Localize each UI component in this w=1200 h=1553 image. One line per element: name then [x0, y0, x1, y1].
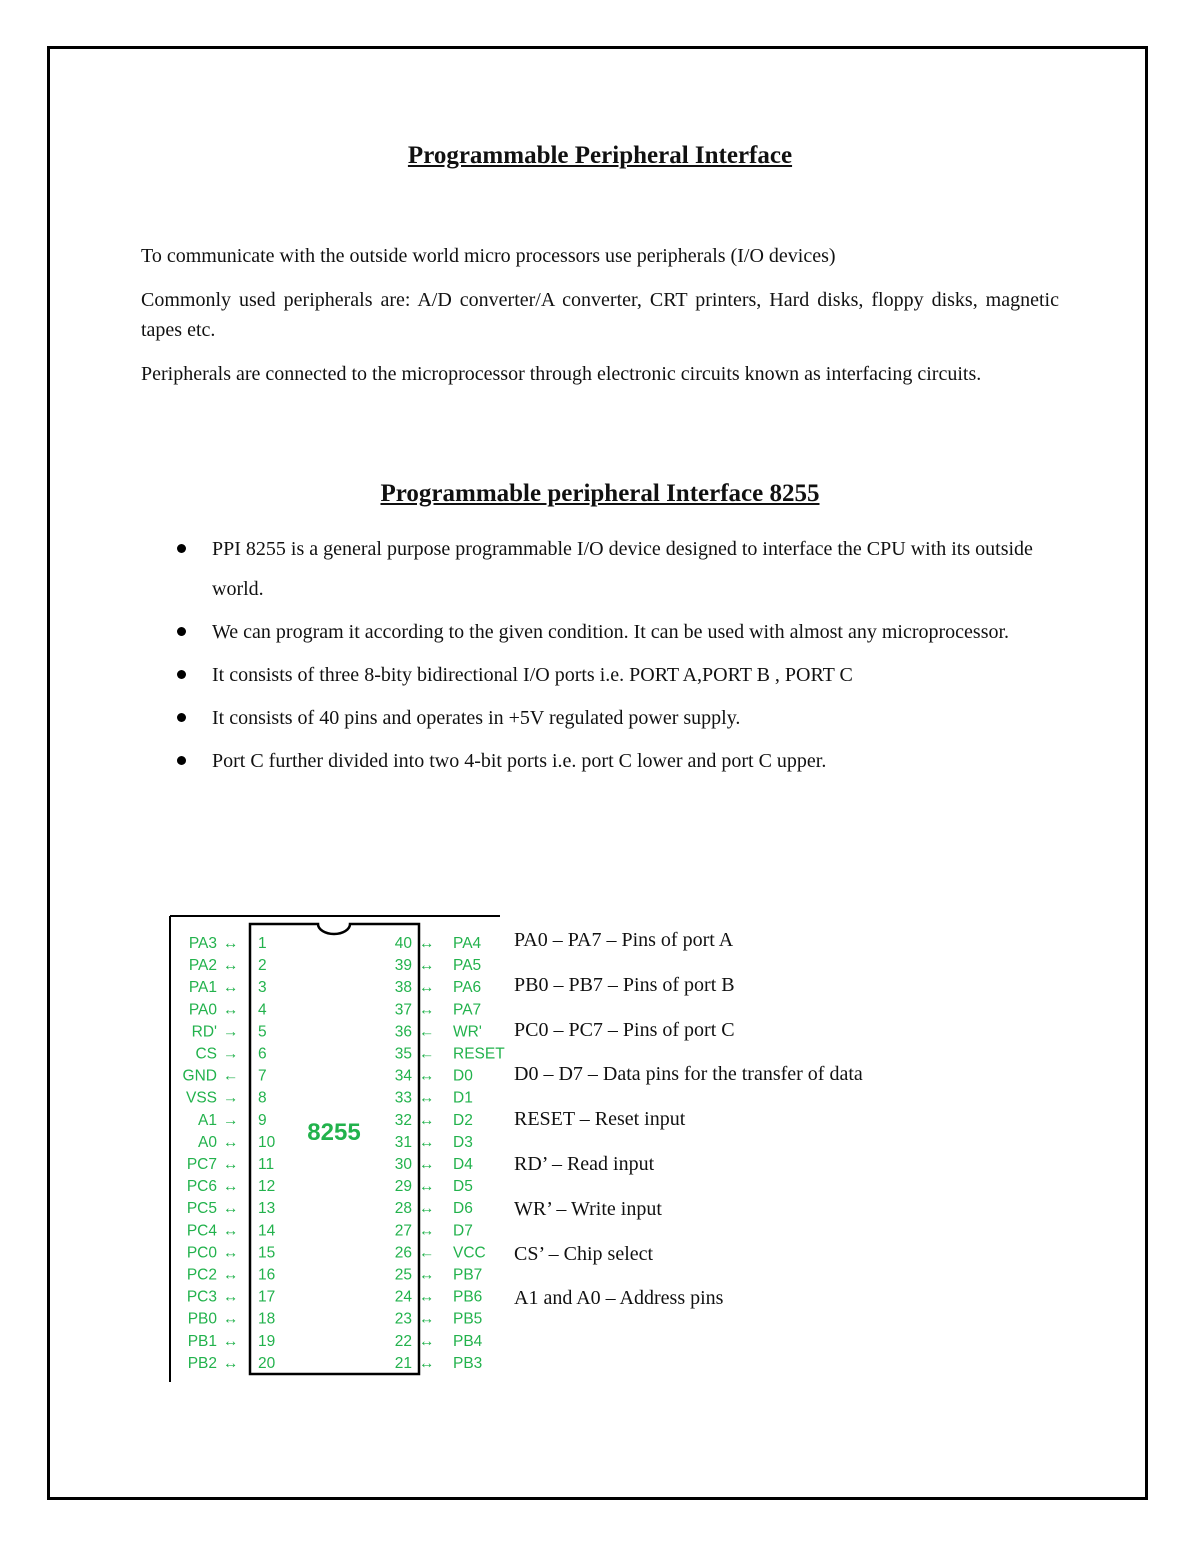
left-pin-number: 2 [258, 957, 267, 975]
right-pin-name: D0 [453, 1067, 473, 1085]
intro-text [141, 241, 1059, 403]
bullet-item [141, 655, 1061, 695]
right-pin-arrow-icon: ↔ [419, 1001, 435, 1019]
left-pin-number: 8 [258, 1089, 267, 1107]
left-pin-name: A0 [198, 1133, 217, 1151]
right-pin-number: 28 [394, 1200, 412, 1218]
bullet-text: It consists of 40 pins and operates in +5V regulated power supply. [212, 707, 741, 729]
left-pin-number: 11 [258, 1156, 275, 1173]
right-pin-number: 25 [394, 1266, 412, 1284]
left-pin-arrow-icon: → [223, 1111, 239, 1129]
legend-item: A1 and A0 – Address pins [514, 1287, 724, 1310]
bullet-list [141, 529, 1061, 784]
bullet-icon [177, 544, 186, 553]
left-pin-number: 9 [258, 1111, 267, 1129]
right-pin-name: D3 [453, 1133, 473, 1151]
chip-label: 8255 [307, 1119, 361, 1146]
left-pin-name: PC6 [186, 1178, 217, 1196]
pin-legend [514, 925, 863, 1328]
left-pin-name: PB0 [187, 1310, 217, 1328]
left-pin-arrow-icon: → [223, 1045, 239, 1063]
right-pin-number: 33 [394, 1089, 412, 1107]
bullet-item [141, 612, 1061, 652]
left-pin-name: PA1 [188, 979, 217, 997]
right-pin-name: PA4 [453, 935, 482, 952]
legend-item: PC0 – PC7 – Pins of port C [514, 1018, 735, 1041]
bullet-icon [177, 627, 186, 636]
right-pin-arrow-icon: ↔ [419, 1266, 435, 1284]
left-pin-name: CS [195, 1045, 217, 1063]
left-pin-name: PC7 [186, 1156, 217, 1173]
left-pin-name: PA2 [188, 957, 217, 975]
right-pin-arrow-icon: ↔ [419, 1111, 435, 1129]
left-pin-arrow-icon: ↔ [223, 1244, 239, 1262]
left-pin-name: PC0 [186, 1244, 217, 1262]
right-pin-name: PB5 [453, 1310, 483, 1328]
bullet-item [141, 698, 1061, 738]
intro-paragraph: Peripherals are connected to the microprocessor through electronic circuits known as interfacing circuits. [141, 363, 982, 385]
legend-item: PB0 – PB7 – Pins of port B [514, 973, 735, 996]
left-pin-number: 16 [258, 1266, 276, 1284]
right-pin-name: VCC [453, 1244, 486, 1262]
right-pin-arrow-icon: ↔ [419, 1156, 435, 1173]
left-pin-arrow-icon: ↔ [223, 1200, 239, 1218]
bullet-text: We can program it according to the given condition. It can be used with almost any microprocessor. [212, 621, 1010, 643]
right-pin-name: D5 [453, 1178, 473, 1196]
legend-item: RESET – Reset input [514, 1108, 686, 1131]
section-title: Programmable peripheral Interface 8255 [380, 480, 820, 507]
right-pin-name: PB6 [453, 1288, 483, 1306]
left-pin-arrow-icon: ↔ [223, 1266, 239, 1284]
right-pin-name: D2 [453, 1111, 473, 1129]
right-pin-name: D1 [453, 1089, 473, 1107]
bullet-icon [177, 756, 186, 765]
left-pin-number: 13 [258, 1200, 276, 1218]
left-pin-arrow-icon: → [223, 1089, 239, 1107]
left-pin-name: PB2 [187, 1354, 217, 1372]
left-pin-number: 3 [258, 979, 267, 997]
right-pin-arrow-icon: ↔ [419, 1178, 435, 1196]
left-pin-number: 4 [258, 1001, 267, 1019]
left-pin-number: 5 [258, 1023, 267, 1041]
intro-paragraph: To communicate with the outside world micro processors use peripherals (I/O devices) [141, 245, 836, 267]
left-pin-arrow-icon: ↔ [223, 957, 239, 975]
left-pin-name: PC3 [186, 1288, 217, 1306]
chip-body [250, 924, 419, 1374]
left-pin-name: GND [182, 1067, 217, 1085]
left-pin-arrow-icon: ↔ [223, 1222, 239, 1240]
left-pin-number: 1 [258, 935, 267, 952]
bullet-icon [177, 713, 186, 722]
right-pin-arrow-icon: ← [419, 1045, 435, 1063]
right-pin-number: 29 [394, 1178, 412, 1196]
right-pin-name: WR' [453, 1023, 482, 1041]
right-pin-number: 21 [394, 1354, 412, 1372]
right-pin-arrow-icon: ↔ [419, 1067, 435, 1085]
right-pin-arrow-icon: ↔ [419, 1288, 435, 1306]
left-pin-arrow-icon: ↔ [223, 1288, 239, 1306]
left-pin-arrow-icon: ↔ [223, 1354, 239, 1372]
left-pin-number: 10 [258, 1133, 276, 1151]
right-pin-name: PA5 [453, 957, 482, 975]
right-pin-arrow-icon: ↔ [419, 1089, 435, 1107]
left-pin-arrow-icon: ↔ [223, 1156, 239, 1173]
right-pin-arrow-icon: ↔ [419, 957, 435, 975]
right-pin-number: 24 [394, 1288, 412, 1306]
left-pin-name: PB1 [187, 1332, 217, 1350]
right-pin-arrow-icon: ↔ [419, 935, 435, 952]
right-pin-arrow-icon: ↔ [419, 1133, 435, 1151]
right-pin-name: RESET [453, 1045, 505, 1063]
right-pin-arrow-icon: ↔ [419, 1310, 435, 1328]
right-pin-arrow-icon: ← [419, 1244, 435, 1262]
right-pin-name: D4 [453, 1156, 473, 1173]
legend-item: CS’ – Chip select [514, 1242, 654, 1265]
bullet-text: It consists of three 8-bity bidirectional I/O ports i.e. PORT A,PORT B , PORT C [212, 664, 853, 686]
right-pin-name: PA6 [453, 979, 482, 997]
left-pin-number: 7 [258, 1067, 267, 1085]
left-pin-number: 14 [258, 1222, 276, 1240]
left-pin-arrow-icon: ↔ [223, 979, 239, 997]
right-pin-name: PA7 [453, 1001, 482, 1019]
bullet-icon [177, 670, 186, 679]
left-pin-arrow-icon: ↔ [223, 1310, 239, 1328]
intro-paragraph: Commonly used peripherals are: A/D converter/A converter, CRT printers, Hard disks, floppy disks, magnetic tapes etc. [141, 289, 1059, 341]
left-pin-arrow-icon: ↔ [223, 1133, 239, 1151]
bullet-item [141, 529, 1061, 609]
right-pin-name: D6 [453, 1200, 473, 1218]
left-pin-number: 15 [258, 1244, 276, 1262]
right-pin-arrow-icon: ↔ [419, 979, 435, 997]
right-pin-arrow-icon: ← [419, 1023, 435, 1041]
left-pin-number: 20 [258, 1354, 276, 1372]
left-pin-arrow-icon: ↔ [223, 1001, 239, 1019]
right-pin-number: 36 [394, 1023, 412, 1041]
right-pin-number: 27 [394, 1222, 412, 1240]
left-pin-arrow-icon: ↔ [223, 935, 239, 952]
page-title: Programmable Peripheral Interface [407, 142, 793, 169]
right-pin-arrow-icon: ↔ [419, 1354, 435, 1372]
left-pin-name: PA3 [188, 935, 217, 952]
left-pin-number: 17 [258, 1288, 276, 1306]
right-pin-name: D7 [453, 1222, 473, 1240]
right-pin-number: 30 [394, 1156, 412, 1173]
right-pin-number: 39 [394, 957, 412, 975]
left-pin-name: PA0 [188, 1001, 217, 1019]
left-pin-arrow-icon: ↔ [223, 1332, 239, 1350]
left-pin-number: 18 [258, 1310, 276, 1328]
right-pin-name: PB7 [453, 1266, 483, 1284]
pin-diagram-8255 [166, 912, 506, 1384]
right-pin-number: 26 [394, 1244, 412, 1262]
left-pin-name: PC4 [186, 1222, 217, 1240]
right-pin-number: 37 [394, 1001, 412, 1019]
right-pin-number: 22 [394, 1332, 412, 1350]
right-pin-name: PB3 [453, 1354, 483, 1372]
left-pin-arrow-icon: ← [223, 1067, 239, 1085]
legend-item: PA0 – PA7 – Pins of port A [514, 929, 734, 951]
right-pin-arrow-icon: ↔ [419, 1332, 435, 1350]
right-pin-number: 38 [394, 979, 412, 997]
left-pin-name: PC5 [186, 1200, 217, 1218]
right-pin-number: 35 [394, 1045, 412, 1063]
right-pin-number: 34 [394, 1067, 412, 1085]
left-pin-name: PC2 [186, 1266, 217, 1284]
left-pin-name: A1 [198, 1111, 217, 1129]
right-pin-number: 31 [394, 1133, 412, 1151]
bullet-item [141, 741, 1061, 781]
bullet-text: PPI 8255 is a general purpose programmable I/O device designed to interface the CPU with its outside world. [212, 538, 1033, 600]
legend-item: WR’ – Write input [514, 1197, 662, 1220]
left-pin-number: 19 [258, 1332, 276, 1350]
right-pin-number: 40 [394, 935, 412, 952]
left-pin-arrow-icon: ↔ [223, 1178, 239, 1196]
right-pin-name: PB4 [453, 1332, 483, 1350]
right-pin-number: 23 [394, 1310, 412, 1328]
left-pin-number: 12 [258, 1178, 276, 1196]
left-pin-number: 6 [258, 1045, 267, 1063]
left-pin-name: RD' [191, 1023, 217, 1041]
legend-item: RD’ – Read input [514, 1152, 655, 1175]
right-pin-number: 32 [394, 1111, 412, 1129]
left-pin-arrow-icon: → [223, 1023, 239, 1041]
bullet-text: Port C further divided into two 4-bit ports i.e. port C lower and port C upper. [212, 750, 827, 772]
legend-item: D0 – D7 – Data pins for the transfer of data [514, 1063, 863, 1086]
right-pin-arrow-icon: ↔ [419, 1222, 435, 1240]
left-pin-name: VSS [185, 1089, 217, 1107]
right-pin-arrow-icon: ↔ [419, 1200, 435, 1218]
